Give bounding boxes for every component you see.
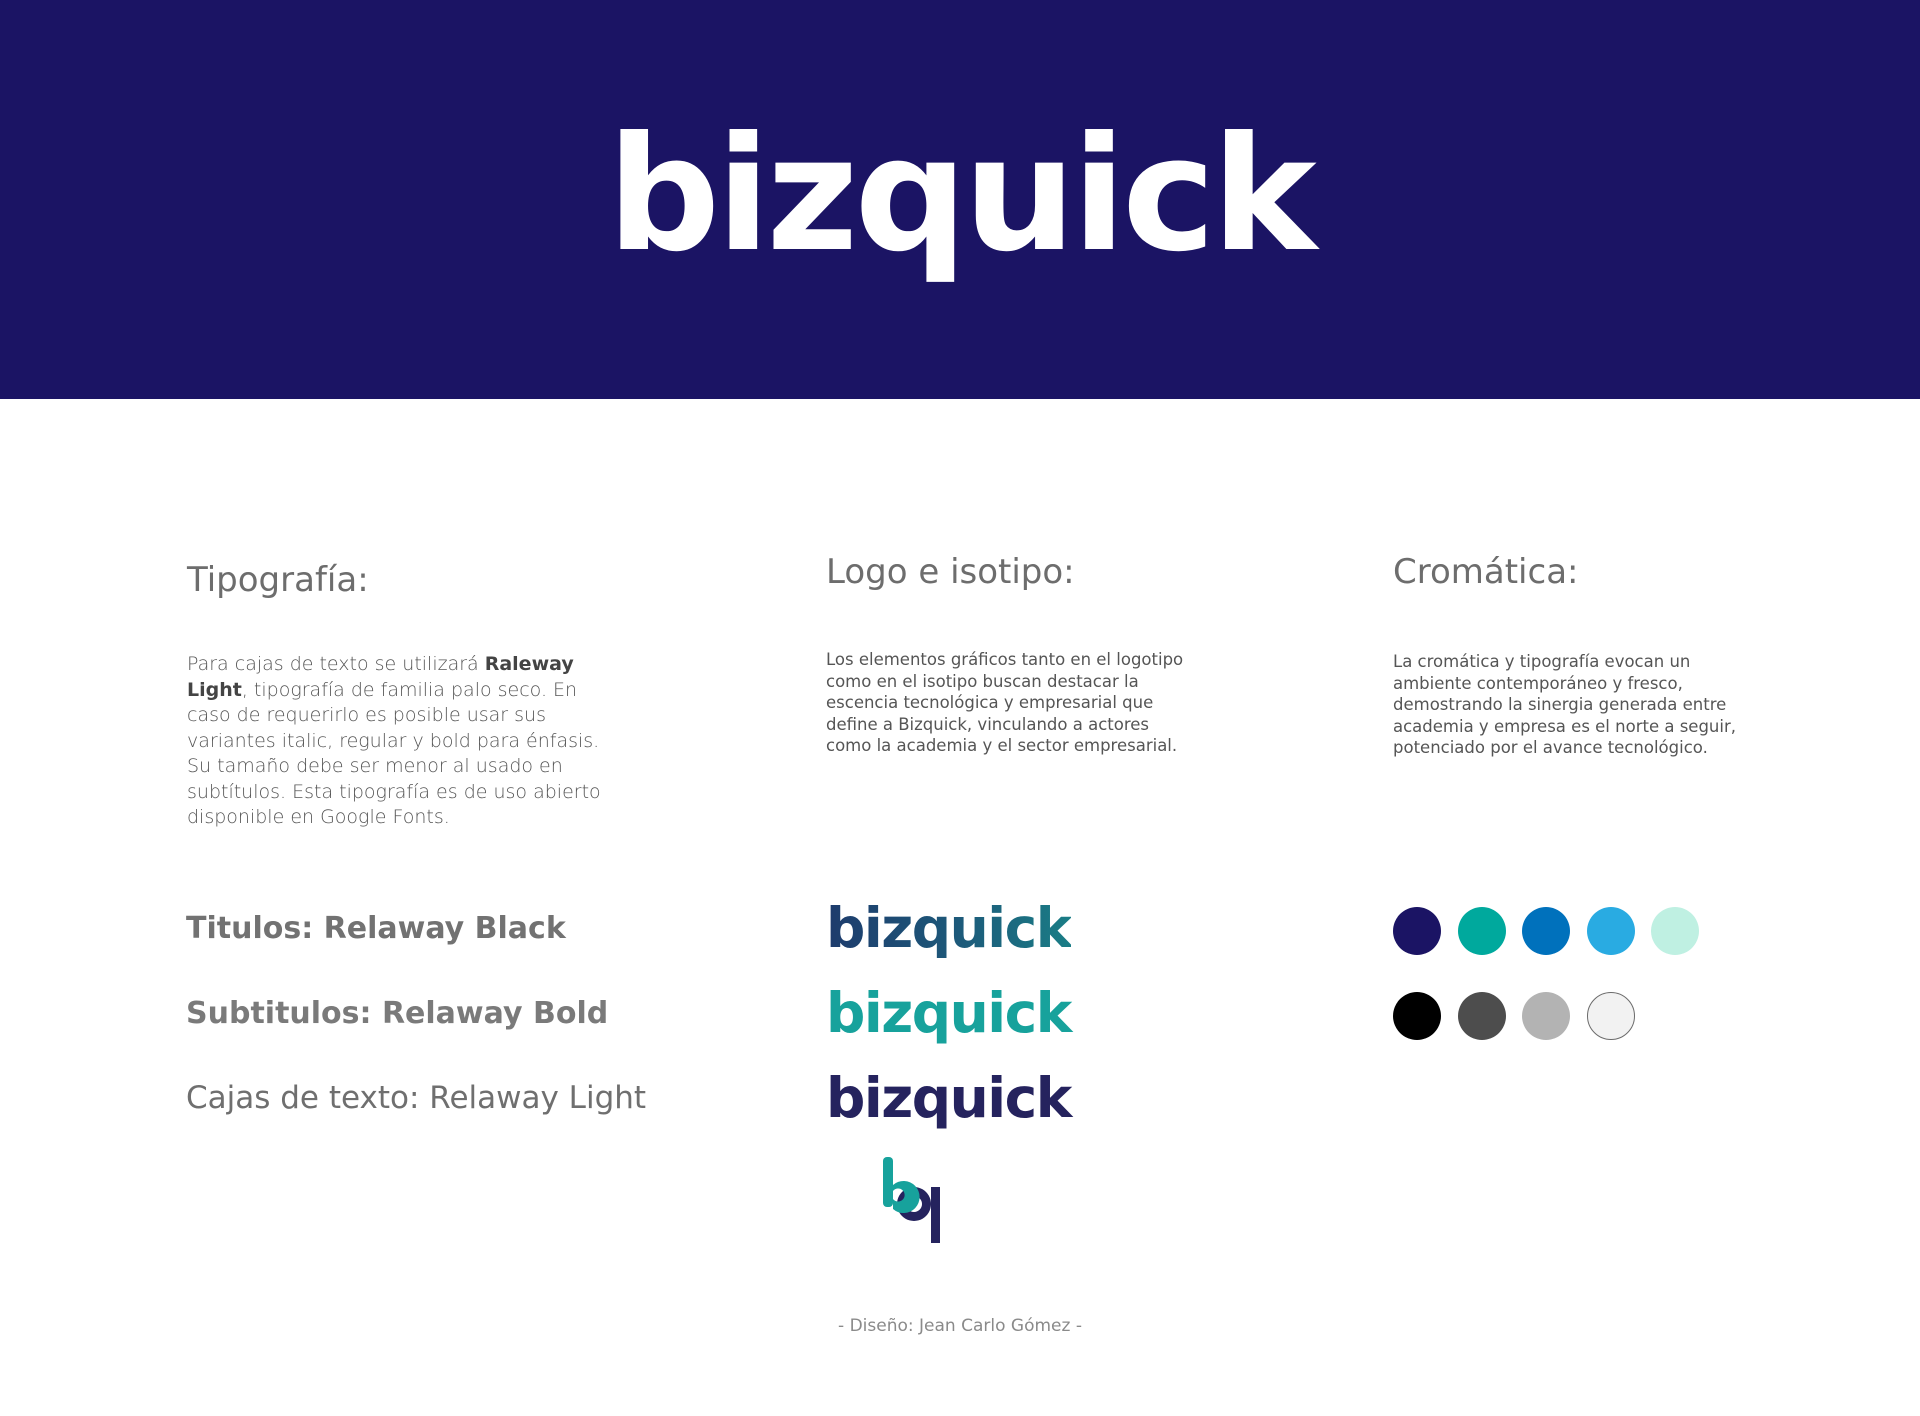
typography-paragraph [187, 652, 617, 831]
titles-font-sample: Titulos: Relaway Black [186, 911, 566, 946]
isotipo-icon [880, 1155, 948, 1245]
typography-paragraph-body: , tipografía de familia palo seco. En caso de requerirlo es posible usar sus variantes italic, regular y bold para énfasis. Su tamaño debe ser menor al usado en subtítulos. Esta tipografía es de uso abierto disponible en Google Fonts. [187, 678, 601, 828]
color-swatch [1522, 992, 1570, 1040]
color-swatch [1458, 992, 1506, 1040]
color-paragraph: La cromática y tipografía evocan un ambiente contemporáneo y fresco, demostrando la sinergia generada entre academia y empresa es el norte a seguir, potenciado por el avance tecnológico. [1393, 652, 1736, 757]
color-swatch [1587, 907, 1635, 955]
color-swatch [1458, 907, 1506, 955]
color-swatch [1651, 907, 1699, 955]
color-swatch [1522, 907, 1570, 955]
color-swatch [1393, 907, 1441, 955]
subtitles-font-sample: Subtitulos: Relaway Bold [186, 996, 609, 1031]
typography-heading: Tipografía: [187, 560, 369, 600]
color-heading: Cromática: [1393, 552, 1579, 592]
logo-teal-variant: bizquick [826, 981, 1071, 1045]
typography-font-name: Raleway Light [187, 653, 574, 701]
typography-paragraph-intro: Para cajas de texto se utilizará [187, 653, 485, 675]
logo-gradient-variant: bizquick [826, 896, 1071, 960]
color-swatch [1587, 992, 1635, 1040]
banner-logo: bizquick [607, 103, 1313, 287]
logo-paragraph: Los elementos gráficos tanto en el logotipo como en el isotipo buscan destacar la escencia tecnológica y empresarial que define a Bizquick, vinculando a actores como la academia y el sector empresarial. [826, 650, 1184, 755]
isotipo-b-stem [883, 1157, 893, 1207]
header-banner [0, 0, 1920, 399]
logo-navy-variant: bizquick [826, 1066, 1071, 1130]
text-box-font-sample: Cajas de texto: Relaway Light [186, 1080, 647, 1116]
color-swatch [1393, 992, 1441, 1040]
logo-heading: Logo e isotipo: [826, 552, 1075, 592]
design-credit: - Diseño: Jean Carlo Gómez - [838, 1316, 1082, 1336]
